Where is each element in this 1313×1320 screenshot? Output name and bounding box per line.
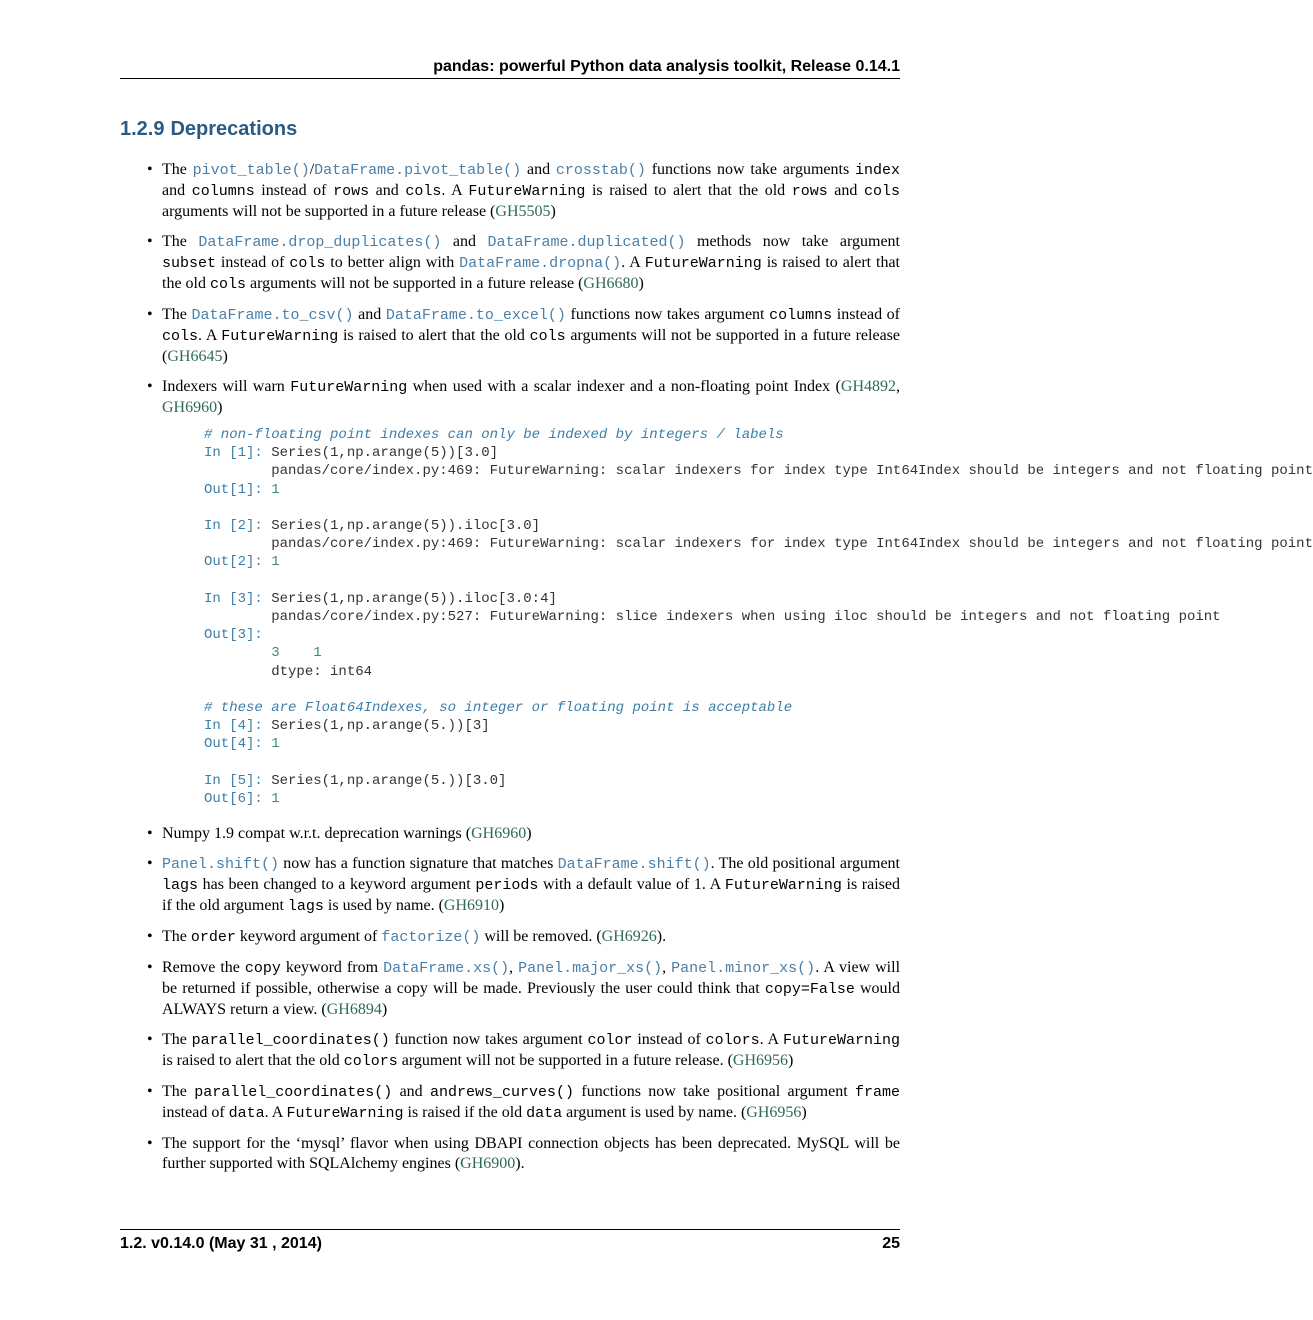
gh-issue-link[interactable]: GH6956: [746, 1104, 802, 1122]
duplicated-link[interactable]: DataFrame.duplicated(): [487, 234, 686, 251]
section-title: Deprecations: [170, 118, 298, 140]
dataframe-shift-link[interactable]: DataFrame.shift(): [557, 856, 711, 874]
gh-issue-link[interactable]: GH6894: [326, 1001, 382, 1019]
gh-issue-link[interactable]: GH6960: [162, 399, 218, 416]
list-item: • Indexers will warn FutureWarning when used with a scalar indexer and a non-floating point Index (GH4892, GH6960) # non-floating point indexes can only be indexed by integers / labels In [1]: Series(1,np.arange(5))[3.0] pandas/core/index.py:469: FutureWarning: scalar indexers for index type Int64Index should be integers and not floating point Out[1]: 1 In [2]: Series(1,np.arange(5)).iloc[3.0] pandas/core/index.py:469: FutureWarning: scalar indexers for index type Int64Index should be integers and not floating point Out[2]: 1 In [3]: Series(1,np.arange(5)).iloc[3.0:4] pandas/core/index.py:527: FutureWarning: slice indexers when using iloc should be integers and not floating point Out[3]: 3 1 dtype: int64 # these are Float64Indexes, so integer or floating point is acceptable In [4]: Series(1,np.arange(5.))[3] Out[4]: 1 In [5]: Series(1,np.arange(5.))[3.0] Out[6]: 1: [120, 377, 900, 808]
list-item: • Remove the copy keyword from DataFrame.xs(), Panel.major_xs(), Panel.minor_xs(). A view will be returned if possible, otherwise a copy will be made. Previously the user could think that copy=False would ALWAYS return a view. (GH6894): [120, 958, 900, 1020]
list-item: • The order keyword argument of factorize() will be removed. (GH6926).: [120, 927, 900, 948]
section-number: 1.2.9: [120, 118, 165, 140]
list-item: • The DataFrame.to_csv() and DataFrame.to_excel() functions now takes argument columns instead of cols. A FutureWarning is raised to alert that the old cols arguments will not be supported in a future release (GH6645): [120, 305, 900, 367]
crosstab-link[interactable]: crosstab(): [555, 162, 646, 179]
list-item: • The parallel_coordinates() and andrews_curves() functions now take positional argument frame instead of data. A FutureWarning is raised if the old data argument is used by name. (GH6956): [120, 1082, 900, 1124]
page-number: 25: [882, 1235, 900, 1252]
list-item: • Panel.shift() now has a function signature that matches DataFrame.shift(). The old positional argument lags has been changed to a keyword argument periods with a default value of 1. A FutureWarning is raised if the old argument lags is used by name. (GH6910): [120, 854, 900, 917]
list-item: • The pivot_table()/DataFrame.pivot_table() and crosstab() functions now take arguments index and columns instead of rows and cols. A FutureWarning is raised to alert that the old rows and cols arguments will not be supported in a future release (GH5505): [120, 160, 900, 222]
gh-issue-link[interactable]: GH6645: [167, 348, 223, 365]
dataframe-xs-link[interactable]: DataFrame.xs(): [383, 960, 510, 978]
gh-issue-link[interactable]: GH6926: [601, 928, 657, 946]
list-item: • The parallel_coordinates() function now takes argument color instead of colors. A FutureWarning is raised to alert that the old colors argument will not be supported in a future release. (GH6956): [120, 1030, 900, 1072]
header-rule: [120, 78, 900, 79]
code-block: # non-floating point indexes can only be indexed by integers / labels In [1]: Series(1,np.arange(5))[3.0] pandas/core/index.py:469: FutureWarning: scalar indexers for index type Int64Index should be integers and not floating point Out[1]: 1 In [2]: Series(1,np.arange(5)).iloc[3.0] pandas/core/index.py:469: FutureWarning: scalar indexers for index type Int64Index should be integers and not floating point Out[2]: 1 In [3]: Series(1,np.arange(5)).iloc[3.0:4] pandas/core/index.py:527: FutureWarning: slice indexers when using iloc should be integers and not floating point Out[3]: 3 1 dtype: int64 # these are Float64Indexes, so integer or floating point is acceptable In [4]: Series(1,np.arange(5.))[3] Out[4]: 1 In [5]: Series(1,np.arange(5.))[3.0] Out[6]: 1: [204, 427, 1313, 808]
drop-duplicates-link[interactable]: DataFrame.drop_duplicates(): [198, 234, 442, 251]
list-item: • The support for the ‘mysql’ flavor when using DBAPI connection objects has been deprecated. MySQL will be further supported with SQLAlchemy engines (GH6900).: [120, 1134, 900, 1174]
footer-rule: [120, 1229, 900, 1230]
gh-issue-link[interactable]: GH4892: [840, 378, 896, 395]
section-heading: [120, 118, 297, 141]
to-csv-link[interactable]: DataFrame.to_csv(): [191, 307, 354, 324]
running-footer: [120, 1235, 900, 1253]
panel-shift-link[interactable]: Panel.shift(): [162, 856, 280, 874]
gh-issue-link[interactable]: GH6960: [471, 825, 527, 843]
list-item: • The DataFrame.drop_duplicates() and DataFrame.duplicated() methods now take argument subset instead of cols to better align with DataFrame.dropna(). A FutureWarning is raised to alert that the old cols arguments will not be supported in a future release (GH6680): [120, 232, 900, 295]
gh-issue-link[interactable]: GH6910: [443, 897, 500, 915]
panel-major-xs-link[interactable]: Panel.major_xs(): [518, 960, 663, 978]
gh-issue-link[interactable]: GH5505: [495, 203, 551, 220]
footer-section: 1.2. v0.14.0 (May 31 , 2014): [120, 1235, 322, 1252]
factorize-link[interactable]: factorize(): [381, 929, 481, 947]
gh-issue-link[interactable]: GH6956: [732, 1052, 789, 1070]
section-body: [120, 160, 1313, 1184]
deprecation-list: [120, 160, 1313, 1174]
running-header: pandas: powerful Python data analysis toolkit, Release 0.14.1: [433, 58, 900, 75]
panel-minor-xs-link[interactable]: Panel.minor_xs(): [671, 960, 816, 978]
list-item: • Numpy 1.9 compat w.r.t. deprecation warnings (GH6960): [120, 824, 900, 844]
dataframe-pivot-table-link[interactable]: DataFrame.pivot_table(): [314, 162, 522, 179]
to-excel-link[interactable]: DataFrame.to_excel(): [385, 307, 566, 324]
pivot-table-link[interactable]: pivot_table(): [192, 162, 310, 179]
dropna-link[interactable]: DataFrame.dropna(): [459, 255, 622, 272]
gh-issue-link[interactable]: GH6680: [583, 275, 639, 292]
gh-issue-link[interactable]: GH6900: [460, 1155, 516, 1173]
